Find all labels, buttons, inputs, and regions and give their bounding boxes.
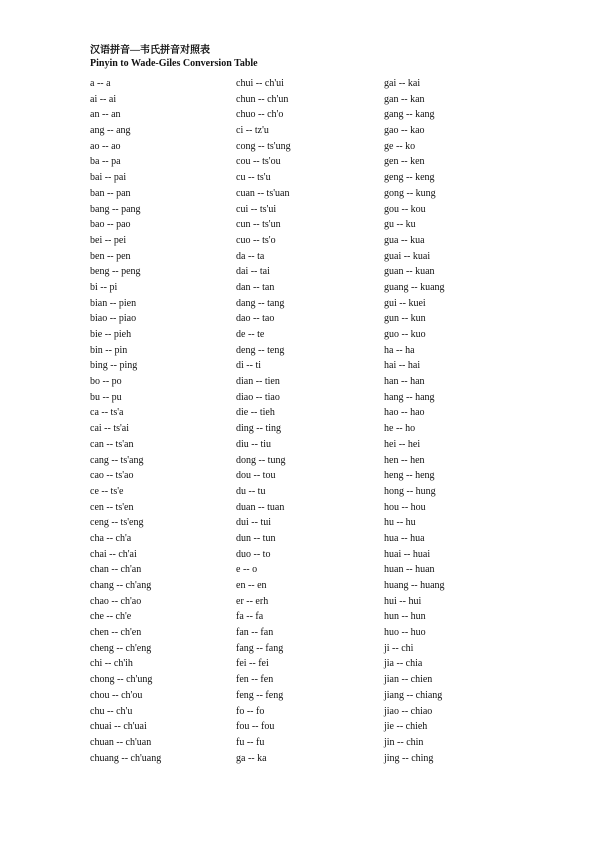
list-item: en -- en	[236, 580, 267, 591]
list-item: fan -- fan	[236, 627, 274, 639]
column-1	[90, 76, 161, 766]
list-item: dui -- tui	[236, 517, 271, 529]
list-item: dan -- tan	[236, 281, 275, 293]
list-item: bin -- pin	[90, 344, 128, 356]
list-item: huang -- huang	[384, 580, 445, 591]
list-item: diao -- tiao	[236, 391, 280, 403]
list-item: chai -- ch'ai	[90, 548, 137, 560]
list-item: gu -- ku	[384, 219, 416, 231]
list-item: hen -- hen	[384, 454, 425, 466]
list-item: bei -- pei	[90, 234, 127, 246]
list-item: hua -- hua	[384, 532, 425, 544]
list-item: jiang -- chiang	[384, 689, 443, 701]
list-item: dao -- tao	[236, 313, 275, 325]
list-item: ban -- pan	[90, 187, 131, 199]
list-item: fen -- fen	[236, 674, 274, 686]
list-item: bai -- pai	[90, 172, 127, 184]
list-item: bing -- ping	[90, 360, 138, 372]
list-item: chuang -- ch'uang	[90, 752, 162, 764]
list-item: gao -- kao	[384, 125, 425, 137]
list-item: cang -- ts'ang	[90, 454, 144, 466]
list-item: jin -- chin	[384, 736, 424, 748]
list-item: guo -- kuo	[384, 329, 426, 340]
list-item: chao -- ch'ao	[90, 595, 142, 607]
list-item: gui -- kuei	[384, 297, 426, 309]
column-2	[236, 76, 291, 766]
list-item: chu -- ch'u	[90, 705, 133, 717]
list-item: bi -- pi	[90, 281, 118, 293]
list-item: fou -- fou	[236, 721, 275, 733]
list-item: du -- tu	[236, 485, 266, 497]
list-item: cuan -- ts'uan	[236, 187, 290, 199]
list-item: gen -- ken	[384, 156, 425, 168]
list-item: ge -- ko	[384, 140, 416, 152]
list-item: ca -- ts'a	[90, 407, 124, 419]
list-item: ga -- ka	[236, 752, 267, 764]
list-item: ao -- ao	[90, 140, 121, 152]
list-item: guan -- kuan	[384, 266, 435, 278]
list-item: hong -- hung	[384, 485, 436, 497]
list-item: gai -- kai	[384, 78, 421, 89]
list-item: he -- ho	[384, 423, 416, 435]
list-item: duan -- tuan	[236, 501, 285, 513]
list-item: beng -- peng	[90, 266, 141, 278]
list-item: chen -- ch'en	[90, 627, 142, 639]
list-item: cai -- ts'ai	[90, 423, 130, 435]
list-item: e -- o	[236, 564, 258, 576]
list-item: jie -- chieh	[384, 721, 428, 733]
list-item: heng -- heng	[384, 470, 435, 482]
list-item: chuo -- ch'o	[236, 109, 284, 121]
list-item: gou -- kou	[384, 203, 426, 215]
list-item: bang -- pang	[90, 203, 141, 215]
list-item: fang -- fang	[236, 642, 284, 654]
list-item: bao -- pao	[90, 219, 131, 231]
list-item: fa -- fa	[236, 611, 264, 623]
list-item: chun -- ch'un	[236, 93, 289, 105]
list-item: guai -- kuai	[384, 250, 431, 262]
list-item: cong -- ts'ung	[236, 140, 291, 152]
list-item: dou -- tou	[236, 470, 276, 482]
list-item: guang -- kuang	[384, 281, 445, 293]
list-item: hou -- hou	[384, 501, 426, 513]
list-item: chang -- ch'ang	[90, 580, 152, 591]
list-item: chou -- ch'ou	[90, 689, 143, 701]
list-item: hui -- hui	[384, 595, 422, 607]
list-item: bian -- pien	[90, 297, 137, 309]
list-item: ba -- pa	[90, 156, 121, 168]
list-item: dang -- tang	[236, 297, 285, 309]
list-item: da -- ta	[236, 250, 265, 262]
list-item: bo -- po	[90, 376, 122, 388]
list-item: feng -- feng	[236, 689, 284, 701]
list-item: dian -- tien	[236, 376, 280, 388]
list-item: can -- ts'an	[90, 438, 134, 450]
list-item: hei -- hei	[384, 438, 421, 450]
list-item: jiao -- chiao	[384, 705, 433, 717]
list-item: chong -- ch'ung	[90, 674, 153, 686]
list-item: gan -- kan	[384, 93, 425, 105]
list-item: cheng -- ch'eng	[90, 642, 152, 654]
list-item: deng -- teng	[236, 344, 285, 356]
list-item: huai -- huai	[384, 548, 431, 560]
list-item: chi -- ch'ih	[90, 658, 133, 670]
list-item: gun -- kun	[384, 313, 426, 325]
page-title: 汉语拼音—韦氏拼音对照表	[90, 45, 210, 56]
list-item: ha -- ha	[384, 344, 415, 356]
list-item: hang -- hang	[384, 391, 435, 403]
list-item: cao -- ts'ao	[90, 470, 134, 482]
list-item: che -- ch'e	[90, 611, 132, 623]
list-item: cuo -- ts'o	[236, 234, 276, 246]
list-item: gua -- kua	[384, 234, 425, 246]
list-item: biao -- piao	[90, 313, 137, 325]
list-item: duo -- to	[236, 548, 271, 560]
page-subtitle: Pinyin to Wade-Giles Conversion Table	[90, 58, 258, 69]
list-item: huo -- huo	[384, 627, 426, 639]
list-item: cen -- ts'en	[90, 501, 134, 513]
list-item: cun -- ts'un	[236, 219, 281, 231]
list-item: chuan -- ch'uan	[90, 736, 152, 748]
list-item: gong -- kung	[384, 187, 436, 199]
list-item: fei -- fei	[236, 658, 269, 670]
list-item: di -- ti	[236, 360, 261, 372]
column-3	[384, 76, 445, 766]
list-item: huan -- huan	[384, 564, 435, 576]
list-item: fo -- fo	[236, 705, 265, 717]
list-item: cha -- ch'a	[90, 532, 132, 544]
list-item: an -- an	[90, 109, 121, 121]
list-item: cu -- ts'u	[236, 172, 271, 184]
list-item: ben -- pen	[90, 250, 131, 262]
list-item: hao -- hao	[384, 407, 425, 419]
list-item: die -- tieh	[236, 407, 275, 419]
list-item: fu -- fu	[236, 736, 265, 748]
list-item: jing -- ching	[384, 752, 434, 764]
list-item: er -- erh	[236, 595, 269, 607]
list-item: ang -- ang	[90, 125, 131, 137]
list-item: cui -- ts'ui	[236, 203, 277, 215]
list-item: ci -- tz'u	[236, 125, 269, 137]
list-item: hai -- hai	[384, 360, 421, 372]
list-item: jian -- chien	[384, 674, 433, 686]
list-item: diu -- tiu	[236, 438, 271, 450]
list-item: bie -- pieh	[90, 329, 132, 340]
list-item: dai -- tai	[236, 266, 270, 278]
list-item: hu -- hu	[384, 517, 416, 529]
list-item: ce -- ts'e	[90, 485, 124, 497]
list-item: ji -- chi	[384, 642, 414, 654]
list-item: chuai -- ch'uai	[90, 721, 147, 733]
list-item: hun -- hun	[384, 611, 426, 623]
list-item: ceng -- ts'eng	[90, 517, 144, 529]
list-item: chan -- ch'an	[90, 564, 142, 576]
list-item: a -- a	[90, 78, 111, 89]
list-item: gang -- kang	[384, 109, 435, 121]
list-item: dong -- tung	[236, 454, 286, 466]
list-item: chui -- ch'ui	[236, 78, 284, 89]
list-item: geng -- keng	[384, 172, 435, 184]
list-item: bu -- pu	[90, 391, 122, 403]
list-item: dun -- tun	[236, 532, 276, 544]
list-item: cou -- ts'ou	[236, 156, 281, 168]
list-item: ding -- ting	[236, 423, 281, 435]
list-item: han -- han	[384, 376, 425, 388]
list-item: ai -- ai	[90, 93, 117, 105]
list-item: de -- te	[236, 329, 265, 340]
list-item: jia -- chia	[384, 658, 423, 670]
